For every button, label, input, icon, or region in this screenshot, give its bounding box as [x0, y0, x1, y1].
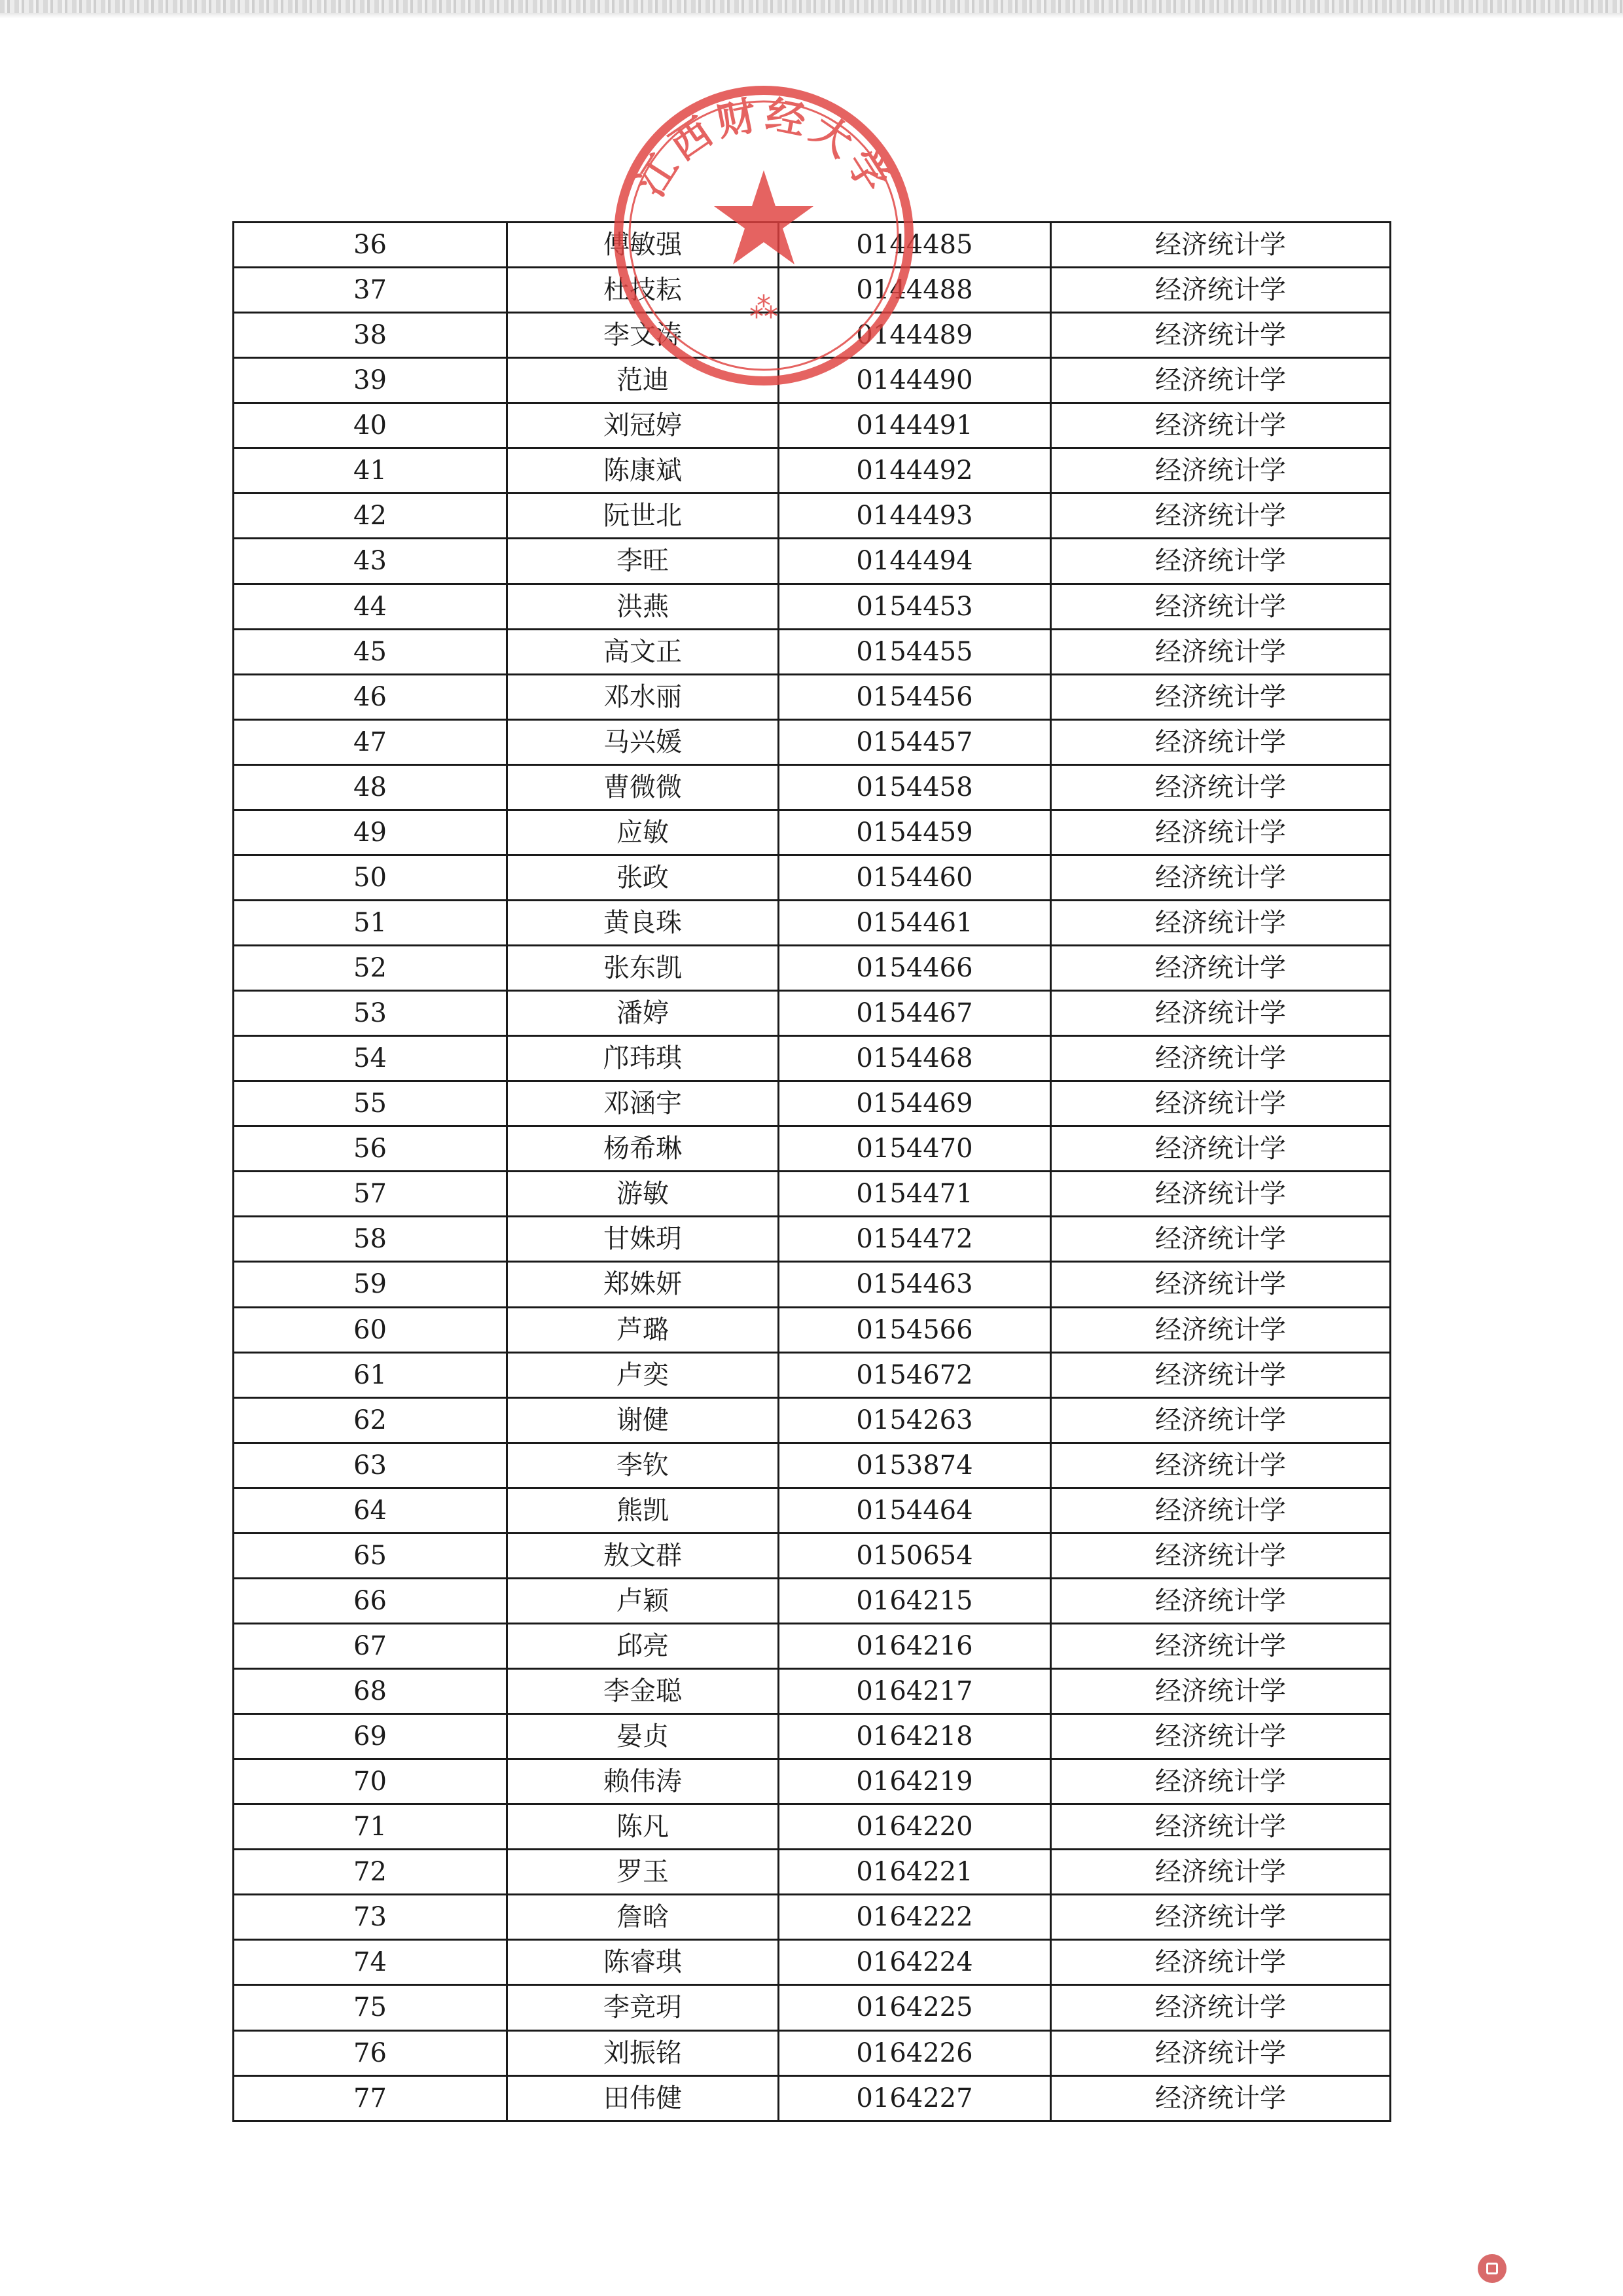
- major-cell: 经济统计学: [1051, 629, 1391, 674]
- student-id-cell: 0154461: [779, 900, 1051, 945]
- student-name-cell: 刘振铭: [507, 2030, 779, 2075]
- major-cell: 经济统计学: [1051, 1940, 1391, 1985]
- student-id-cell: 0154455: [779, 629, 1051, 674]
- student-id-cell: 0154467: [779, 991, 1051, 1036]
- student-name-cell: 李竞玥: [507, 1985, 779, 2030]
- major-cell: 经济统计学: [1051, 810, 1391, 855]
- row-number-cell: 63: [234, 1443, 507, 1488]
- row-number-cell: 59: [234, 1262, 507, 1307]
- student-id-cell: 0154466: [779, 946, 1051, 991]
- major-cell: 经济统计学: [1051, 1397, 1391, 1443]
- table-row: [234, 2075, 1391, 2121]
- table-row: [234, 358, 1391, 403]
- table-row: [234, 764, 1391, 810]
- table-row: [234, 855, 1391, 900]
- row-number-cell: 49: [234, 810, 507, 855]
- student-id-cell: 0154469: [779, 1081, 1051, 1126]
- major-cell: 经济统计学: [1051, 1036, 1391, 1081]
- major-cell: 经济统计学: [1051, 1352, 1391, 1397]
- student-id-cell: 0164227: [779, 2075, 1051, 2121]
- student-name-cell: 黄良珠: [507, 900, 779, 945]
- table-row: [234, 1850, 1391, 1895]
- student-name-cell: 刘冠婷: [507, 403, 779, 448]
- major-cell: 经济统计学: [1051, 448, 1391, 493]
- table-row: [234, 1262, 1391, 1307]
- row-number-cell: 73: [234, 1895, 507, 1940]
- row-number-cell: 62: [234, 1397, 507, 1443]
- student-id-cell: 0144490: [779, 358, 1051, 403]
- row-number-cell: 70: [234, 1759, 507, 1804]
- student-name-cell: 陈康斌: [507, 448, 779, 493]
- student-id-cell: 0154672: [779, 1352, 1051, 1397]
- student-name-cell: 甘姝玥: [507, 1217, 779, 1262]
- student-name-cell: 芦璐: [507, 1307, 779, 1352]
- row-number-cell: 76: [234, 2030, 507, 2075]
- student-name-cell: 张政: [507, 855, 779, 900]
- major-cell: 经济统计学: [1051, 900, 1391, 945]
- student-id-cell: 0164221: [779, 1850, 1051, 1895]
- major-cell: 经济统计学: [1051, 1081, 1391, 1126]
- table-row: [234, 313, 1391, 358]
- student-id-cell: 0154463: [779, 1262, 1051, 1307]
- student-id-cell: 0164216: [779, 1623, 1051, 1668]
- student-name-cell: 洪燕: [507, 584, 779, 629]
- student-name-cell: 罗玉: [507, 1850, 779, 1895]
- row-number-cell: 52: [234, 946, 507, 991]
- major-cell: 经济统计学: [1051, 1895, 1391, 1940]
- student-name-cell: 高文正: [507, 629, 779, 674]
- student-id-cell: 0144485: [779, 223, 1051, 268]
- student-name-cell: 詹晗: [507, 1895, 779, 1940]
- table-row: [234, 403, 1391, 448]
- major-cell: 经济统计学: [1051, 946, 1391, 991]
- row-number-cell: 60: [234, 1307, 507, 1352]
- student-id-cell: 0164226: [779, 2030, 1051, 2075]
- table-row: [234, 1623, 1391, 1668]
- row-number-cell: 51: [234, 900, 507, 945]
- row-number-cell: 54: [234, 1036, 507, 1081]
- major-cell: 经济统计学: [1051, 1217, 1391, 1262]
- major-cell: 经济统计学: [1051, 1669, 1391, 1714]
- table-row: [234, 1352, 1391, 1397]
- major-cell: 经济统计学: [1051, 1714, 1391, 1759]
- row-number-cell: 55: [234, 1081, 507, 1126]
- row-number-cell: 38: [234, 313, 507, 358]
- row-number-cell: 48: [234, 764, 507, 810]
- major-cell: 经济统计学: [1051, 764, 1391, 810]
- roster-table-container: [232, 221, 1389, 2122]
- major-cell: 经济统计学: [1051, 1533, 1391, 1578]
- student-id-cell: 0164224: [779, 1940, 1051, 1985]
- student-name-cell: 杜技耘: [507, 268, 779, 313]
- major-cell: 经济统计学: [1051, 358, 1391, 403]
- student-name-cell: 李金聪: [507, 1669, 779, 1714]
- student-name-cell: 游敏: [507, 1172, 779, 1217]
- student-id-cell: 0153874: [779, 1443, 1051, 1488]
- student-id-cell: 0164218: [779, 1714, 1051, 1759]
- table-row: [234, 1940, 1391, 1985]
- table-row: [234, 1985, 1391, 2030]
- table-row: [234, 1714, 1391, 1759]
- table-row: [234, 584, 1391, 629]
- table-row: [234, 991, 1391, 1036]
- student-id-cell: 0154458: [779, 764, 1051, 810]
- row-number-cell: 50: [234, 855, 507, 900]
- student-name-cell: 陈凡: [507, 1804, 779, 1850]
- student-id-cell: 0144488: [779, 268, 1051, 313]
- row-number-cell: 75: [234, 1985, 507, 2030]
- student-name-cell: 阮世北: [507, 493, 779, 539]
- major-cell: 经济统计学: [1051, 1262, 1391, 1307]
- student-id-cell: 0154472: [779, 1217, 1051, 1262]
- student-id-cell: 0164220: [779, 1804, 1051, 1850]
- major-cell: 经济统计学: [1051, 1578, 1391, 1623]
- table-row: [234, 1036, 1391, 1081]
- student-id-cell: 0144493: [779, 493, 1051, 539]
- table-row: [234, 1488, 1391, 1533]
- major-cell: 经济统计学: [1051, 719, 1391, 764]
- student-name-cell: 潘婷: [507, 991, 779, 1036]
- table-row: [234, 900, 1391, 945]
- row-number-cell: 58: [234, 1217, 507, 1262]
- table-row: [234, 1443, 1391, 1488]
- row-number-cell: 47: [234, 719, 507, 764]
- scan-edge-shadow: [0, 13, 1623, 18]
- major-cell: 经济统计学: [1051, 855, 1391, 900]
- student-name-cell: 杨希琳: [507, 1126, 779, 1172]
- student-id-cell: 0164222: [779, 1895, 1051, 1940]
- row-number-cell: 37: [234, 268, 507, 313]
- table-row: [234, 1081, 1391, 1126]
- table-row: [234, 1759, 1391, 1804]
- major-cell: 经济统计学: [1051, 268, 1391, 313]
- student-id-cell: 0164225: [779, 1985, 1051, 2030]
- table-row: [234, 1804, 1391, 1850]
- row-number-cell: 44: [234, 584, 507, 629]
- student-id-cell: 0154468: [779, 1036, 1051, 1081]
- row-number-cell: 41: [234, 448, 507, 493]
- row-number-cell: 40: [234, 403, 507, 448]
- scan-edge-top: [0, 0, 1623, 13]
- row-number-cell: 45: [234, 629, 507, 674]
- table-row: [234, 1533, 1391, 1578]
- major-cell: 经济统计学: [1051, 2030, 1391, 2075]
- table-row: [234, 1397, 1391, 1443]
- table-row: [234, 268, 1391, 313]
- row-number-cell: 69: [234, 1714, 507, 1759]
- student-name-cell: 张东凯: [507, 946, 779, 991]
- student-id-cell: 0154566: [779, 1307, 1051, 1352]
- major-cell: 经济统计学: [1051, 1759, 1391, 1804]
- student-name-cell: 李钦: [507, 1443, 779, 1488]
- major-cell: 经济统计学: [1051, 1488, 1391, 1533]
- student-name-cell: 敖文群: [507, 1533, 779, 1578]
- row-number-cell: 71: [234, 1804, 507, 1850]
- student-id-cell: 0164219: [779, 1759, 1051, 1804]
- row-number-cell: 64: [234, 1488, 507, 1533]
- major-cell: 经济统计学: [1051, 313, 1391, 358]
- student-id-cell: 0164215: [779, 1578, 1051, 1623]
- table-row: [234, 1669, 1391, 1714]
- student-id-cell: 0154263: [779, 1397, 1051, 1443]
- row-number-cell: 61: [234, 1352, 507, 1397]
- student-name-cell: 郑姝妍: [507, 1262, 779, 1307]
- svg-text:江西财经大学: 江西财经大学: [628, 92, 900, 205]
- table-row: [234, 493, 1391, 539]
- row-number-cell: 46: [234, 674, 507, 719]
- row-number-cell: 65: [234, 1533, 507, 1578]
- student-id-cell: 0144492: [779, 448, 1051, 493]
- student-name-cell: 范迪: [507, 358, 779, 403]
- major-cell: 经济统计学: [1051, 1850, 1391, 1895]
- major-cell: 经济统计学: [1051, 403, 1391, 448]
- row-number-cell: 56: [234, 1126, 507, 1172]
- student-name-cell: 应敏: [507, 810, 779, 855]
- table-row: [234, 448, 1391, 493]
- row-number-cell: 77: [234, 2075, 507, 2121]
- table-row: [234, 1895, 1391, 1940]
- table-row: [234, 946, 1391, 991]
- major-cell: 经济统计学: [1051, 674, 1391, 719]
- student-name-cell: 谢健: [507, 1397, 779, 1443]
- major-cell: 经济统计学: [1051, 539, 1391, 584]
- student-name-cell: 邝玮琪: [507, 1036, 779, 1081]
- major-cell: 经济统计学: [1051, 1443, 1391, 1488]
- student-name-cell: 田伟健: [507, 2075, 779, 2121]
- row-number-cell: 39: [234, 358, 507, 403]
- row-number-cell: 43: [234, 539, 507, 584]
- table-row: [234, 1217, 1391, 1262]
- student-name-cell: 邓涵宇: [507, 1081, 779, 1126]
- major-cell: 经济统计学: [1051, 2075, 1391, 2121]
- student-id-cell: 0164217: [779, 1669, 1051, 1714]
- table-row: [234, 629, 1391, 674]
- major-cell: 经济统计学: [1051, 1985, 1391, 2030]
- student-name-cell: 卢奕: [507, 1352, 779, 1397]
- student-name-cell: 陈睿琪: [507, 1940, 779, 1985]
- row-number-cell: 74: [234, 1940, 507, 1985]
- student-id-cell: 0144494: [779, 539, 1051, 584]
- table-row: [234, 674, 1391, 719]
- student-name-cell: 熊凯: [507, 1488, 779, 1533]
- student-name-cell: 卢颖: [507, 1578, 779, 1623]
- table-row: [234, 719, 1391, 764]
- student-id-cell: 0154470: [779, 1126, 1051, 1172]
- table-row: [234, 1578, 1391, 1623]
- student-name-cell: 李旺: [507, 539, 779, 584]
- student-name-cell: 李文涛: [507, 313, 779, 358]
- table-row: [234, 1307, 1391, 1352]
- major-cell: 经济统计学: [1051, 1172, 1391, 1217]
- row-number-cell: 67: [234, 1623, 507, 1668]
- row-number-cell: 68: [234, 1669, 507, 1714]
- major-cell: 经济统计学: [1051, 493, 1391, 539]
- row-number-cell: 72: [234, 1850, 507, 1895]
- svg-text:⁂: ⁂: [749, 291, 778, 325]
- major-cell: 经济统计学: [1051, 584, 1391, 629]
- student-name-cell: 邱亮: [507, 1623, 779, 1668]
- major-cell: 经济统计学: [1051, 1804, 1391, 1850]
- table-row: [234, 223, 1391, 268]
- roster-table-body: [234, 223, 1391, 2121]
- student-id-cell: 0144489: [779, 313, 1051, 358]
- table-row: [234, 1172, 1391, 1217]
- row-number-cell: 57: [234, 1172, 507, 1217]
- major-cell: 经济统计学: [1051, 1307, 1391, 1352]
- student-id-cell: 0154471: [779, 1172, 1051, 1217]
- row-number-cell: 42: [234, 493, 507, 539]
- table-row: [234, 1126, 1391, 1172]
- student-id-cell: 0154453: [779, 584, 1051, 629]
- major-cell: 经济统计学: [1051, 1126, 1391, 1172]
- student-name-cell: 曹微微: [507, 764, 779, 810]
- student-name-cell: 傅敏强: [507, 223, 779, 268]
- student-name-cell: 马兴媛: [507, 719, 779, 764]
- student-name-cell: 邓水丽: [507, 674, 779, 719]
- student-id-cell: 0154460: [779, 855, 1051, 900]
- table-row: [234, 810, 1391, 855]
- student-name-cell: 赖伟涛: [507, 1759, 779, 1804]
- major-cell: 经济统计学: [1051, 991, 1391, 1036]
- roster-table: [232, 221, 1391, 2122]
- student-id-cell: 0154457: [779, 719, 1051, 764]
- student-id-cell: 0150654: [779, 1533, 1051, 1578]
- student-id-cell: 0154464: [779, 1488, 1051, 1533]
- row-number-cell: 53: [234, 991, 507, 1036]
- page-corner-icon: [1478, 2254, 1507, 2283]
- table-row: [234, 2030, 1391, 2075]
- row-number-cell: 66: [234, 1578, 507, 1623]
- student-id-cell: 0154459: [779, 810, 1051, 855]
- student-id-cell: 0144491: [779, 403, 1051, 448]
- student-name-cell: 晏贞: [507, 1714, 779, 1759]
- table-row: [234, 539, 1391, 584]
- row-number-cell: 36: [234, 223, 507, 268]
- student-id-cell: 0154456: [779, 674, 1051, 719]
- major-cell: 经济统计学: [1051, 223, 1391, 268]
- major-cell: 经济统计学: [1051, 1623, 1391, 1668]
